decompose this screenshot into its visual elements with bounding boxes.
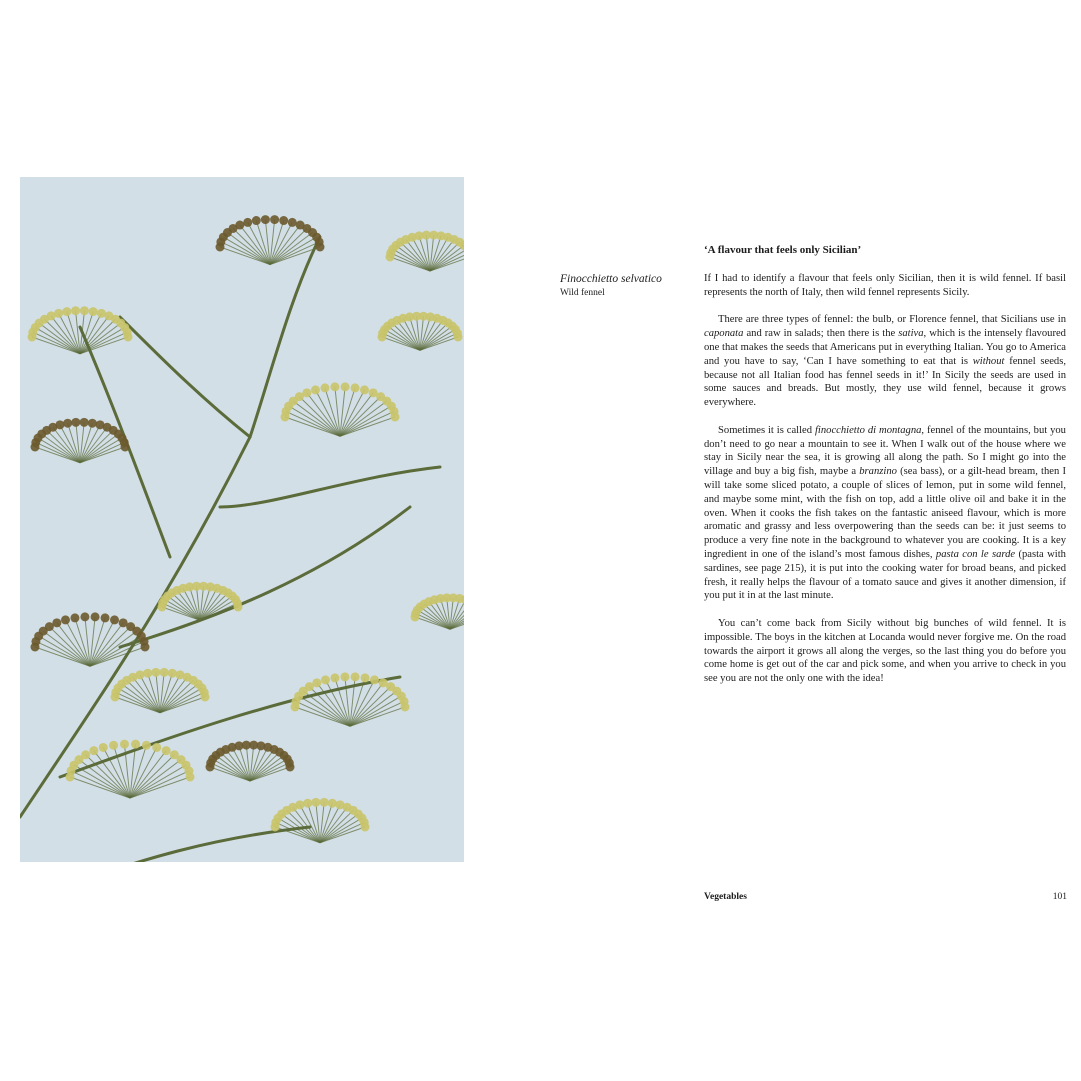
fennel-flower-cluster	[88, 419, 97, 428]
footer-section-title: Vegetables	[704, 892, 747, 902]
fennel-flower-cluster	[121, 443, 130, 452]
fennel-flower-cluster	[80, 418, 89, 427]
fennel-illustration	[20, 177, 464, 862]
fennel-flower-cluster	[270, 215, 279, 224]
fennel-flower-cluster	[261, 215, 270, 224]
fennel-flower-cluster	[361, 673, 370, 682]
fennel-flower-cluster	[311, 385, 320, 394]
fennel-flower-cluster	[302, 388, 311, 397]
fennel-flower-cluster	[186, 773, 195, 782]
fennel-flower-cluster	[351, 672, 360, 681]
fennel-flower-cluster	[454, 333, 463, 342]
fennel-flower-cluster	[391, 413, 400, 422]
fennel-flower-cluster	[99, 743, 108, 752]
fennel-flower-cluster	[141, 643, 150, 652]
fennel-flower-cluster	[321, 675, 330, 684]
fennel-flower-cluster	[101, 613, 110, 622]
fennel-flower-cluster	[401, 703, 410, 712]
paragraph-1: If I had to identify a flavour that feels only Sicilian, then it is wild fennel. If basil represents the north of Italy, then wild fennel represents Sicily.	[704, 273, 1066, 298]
fennel-flower-cluster	[124, 333, 133, 342]
italian-name: Finocchietto selvatico	[560, 273, 662, 285]
fennel-flower-cluster	[142, 741, 151, 750]
fennel-flower-cluster	[168, 669, 177, 678]
fennel-flower-cluster	[81, 750, 90, 759]
fennel-flower-cluster	[330, 382, 339, 391]
wild-fennel-photo	[20, 177, 464, 862]
fennel-flower-cluster	[162, 746, 171, 755]
fennel-flower-cluster	[91, 612, 100, 621]
fennel-flower-cluster	[351, 383, 360, 392]
paragraph-3: Sometimes it is called finocchietto di montagna, fennel of the mountains, but you don’t need to go near a mountain to see it. When I walk out of the house where we stay in Sicily near the sea, it is growing all along the path. So I might go into the village and buy a big fish, maybe a branzino (sea bass), or a gilt-head bream, then I will take some sliced potato, a couple of slices of lemon, put in some wild fennel, and maybe some mint, with the fish on top, add a little olive oil and bake it in the oven. When it cooks the fish takes on the fantastic aniseed flavour, which is more aromatic and grassy and less overpowering than the seeds can be: it just seems to produce a very fine note in the background to whatever you are cooking. It is a key ingredient in one of the island’s most famous dishes, pasta con le sarde (pasta with sardines, see page 215), it is put into the cooking water for broad beans, and picked fresh, it really helps the flavour of a tomato sauce and gives it another dimension, if you put it in at the last minute.	[704, 424, 1066, 602]
fennel-flower-cluster	[63, 419, 72, 428]
fennel-flower-cluster	[311, 798, 320, 807]
fennel-flower-cluster	[89, 746, 98, 755]
margin-note	[560, 272, 690, 300]
fennel-flower-cluster	[330, 673, 339, 682]
fennel-flower-cluster	[234, 603, 243, 612]
fennel-flower-cluster	[71, 418, 80, 427]
body-text	[704, 272, 1066, 700]
fennel-flower-cluster	[55, 420, 64, 429]
fennel-flower-cluster	[143, 669, 152, 678]
fennel-flower-cluster	[61, 615, 70, 624]
fennel-flower-cluster	[286, 763, 295, 772]
fennel-flower-cluster	[288, 218, 297, 227]
fennel-flower-cluster	[70, 613, 79, 622]
page-number: 101	[1052, 892, 1067, 902]
fennel-flower-cluster	[340, 672, 349, 681]
english-name: Wild fennel	[560, 288, 605, 298]
fennel-flower-cluster	[62, 307, 71, 316]
fennel-flower-cluster	[152, 743, 161, 752]
fennel-flower-cluster	[80, 612, 89, 621]
fennel-flower-cluster	[320, 383, 329, 392]
fennel-flower-cluster	[252, 216, 261, 225]
fennel-flower-cluster	[360, 385, 369, 394]
fennel-flower-cluster	[295, 800, 304, 809]
fennel-flower-cluster	[201, 693, 210, 702]
sky-background	[20, 177, 464, 862]
fennel-flower-cluster	[151, 668, 160, 677]
fennel-flower-cluster	[80, 306, 89, 315]
paragraph-4: You can’t come back from Sicily without big bunches of wild fennel. It is impossible. The boys in the kitchen at Locanda would never forgive me. On the road towards the airport it grows all along the verges, so the last thing you do before you come home is get out of the car and pick some, and when you arrive to check in you see you are not the only one with the idea!	[704, 617, 1066, 685]
fennel-flower-cluster	[316, 243, 325, 252]
fennel-flower-cluster	[160, 668, 169, 677]
paragraph-2: There are three types of fennel: the bulb, or Florence fennel, that Sicilians use in caponata and raw in salads; then there is the sativa, which is the intensely flavoured one that makes the seeds that Americans put in everything Italian. You go to America and you have to say, ‘Can I have something to eat that is without fennel seeds, because not all Italian food has fennel seeds in it!’ In Sicily the seeds are used in some sauces and breads. But mostly, they use wild fennel, because it grows everywhere.	[704, 314, 1066, 409]
section-heading: ‘A flavour that feels only Sicilian’	[704, 244, 862, 256]
fennel-flower-cluster	[120, 740, 129, 749]
fennel-flower-cluster	[109, 741, 118, 750]
fennel-flower-cluster	[328, 799, 337, 808]
fennel-flower-cluster	[52, 618, 61, 627]
fennel-flower-cluster	[361, 823, 370, 832]
fennel-flower-cluster	[54, 309, 63, 318]
fennel-flower-cluster	[370, 675, 379, 684]
fennel-flower-cluster	[312, 678, 321, 687]
fennel-flower-cluster	[320, 798, 329, 807]
fennel-flower-cluster	[135, 670, 144, 679]
fennel-flower-cluster	[131, 740, 140, 749]
fennel-flower-cluster	[279, 216, 288, 225]
fennel-flower-cluster	[341, 382, 350, 391]
fennel-flower-cluster	[235, 221, 244, 230]
fennel-flower-cluster	[71, 306, 80, 315]
fennel-flower-cluster	[89, 307, 98, 316]
fennel-flower-cluster	[243, 218, 252, 227]
fennel-flower-cluster	[303, 799, 312, 808]
fennel-flower-cluster	[110, 615, 119, 624]
